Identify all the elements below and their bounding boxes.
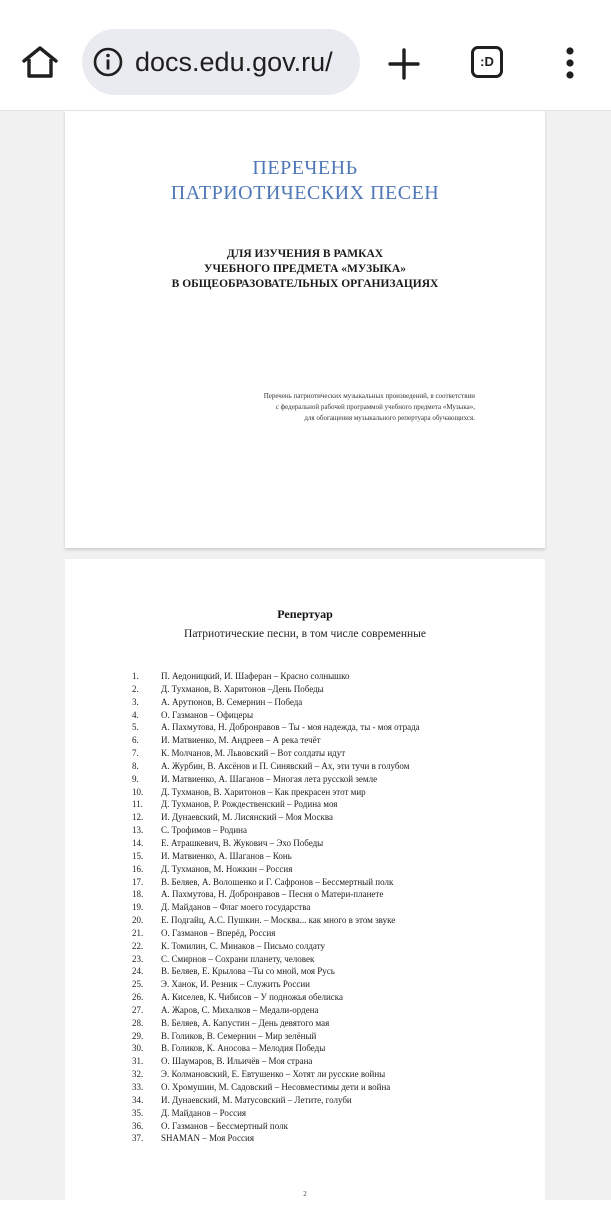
song-number: 1. <box>132 671 139 681</box>
song-item <box>132 837 532 850</box>
song-number: 27. <box>132 1004 144 1015</box>
song-item <box>132 901 532 914</box>
song-number: 25. <box>132 979 144 990</box>
song-item <box>132 734 532 747</box>
repertoire-title: Репертуар <box>277 607 333 621</box>
song-item <box>132 940 532 953</box>
song-item <box>132 991 532 1004</box>
song-title: В. Беляев, А. Волошенко и Г. Сафронов – Бессмертный полк <box>161 876 394 887</box>
song-number: 2. <box>132 683 139 694</box>
song-item <box>132 683 532 696</box>
song-number: 18. <box>132 889 144 900</box>
song-item <box>132 978 532 991</box>
repertoire-subtitle: Патриотические песни, в том числе современные <box>184 628 426 640</box>
song-item <box>132 1132 532 1145</box>
song-item <box>132 927 532 940</box>
song-item <box>132 965 532 978</box>
song-item <box>132 1094 532 1107</box>
song-number: 10. <box>132 786 144 797</box>
song-item <box>132 1081 532 1094</box>
song-number: 3. <box>132 696 139 707</box>
home-icon[interactable] <box>18 40 62 84</box>
song-item <box>132 888 532 901</box>
song-title: О. Газманов – Бессмертный полк <box>161 1120 288 1131</box>
song-number: 24. <box>132 966 144 977</box>
song-number: 31. <box>132 1056 144 1067</box>
song-number: 7. <box>132 748 139 759</box>
song-item <box>132 670 532 683</box>
song-number: 13. <box>132 825 144 836</box>
song-title: И. Матвиенко, А. Шаганов – Многая лета русской земле <box>161 773 378 784</box>
more-menu-icon[interactable] <box>553 43 587 83</box>
song-title: О. Шаумаров, В. Ильичёв – Моя страна <box>161 1056 313 1067</box>
song-title: Д. Тухманов, Р. Рождественский – Родина моя <box>161 799 338 810</box>
song-title: В. Беляев, А. Капустин – День девятого мая <box>161 1017 330 1028</box>
song-number: 32. <box>132 1069 144 1080</box>
cover-title-line: ПАТРИОТИЧЕСКИХ ПЕСЕН <box>170 182 440 204</box>
song-title: Е. Подгайц, А.С. Пушкин. – Москва... как много в этом звуке <box>161 915 396 926</box>
song-title: А. Киселев, К. Чибисов – У подножья обелиска <box>161 992 344 1003</box>
song-title: Д. Майданов – Россия <box>161 1107 247 1118</box>
tab-switcher-button[interactable]: :D <box>471 46 503 78</box>
cover-subtitle-line: УЧЕБНОГО ПРЕДМЕТА «МУЗЫКА» <box>204 263 406 275</box>
song-title: Д. Тухманов, В. Харитонов –День Победы <box>161 683 324 694</box>
song-number: 20. <box>132 915 144 926</box>
song-title: И. Матвиенко, А. Шаганов – Конь <box>161 850 292 861</box>
song-title: С. Смирнов – Сохрани планету, человек <box>161 953 315 964</box>
song-number: 9. <box>132 773 139 784</box>
song-title: Э. Ханок, И. Резник – Служить России <box>161 979 311 990</box>
song-number: 30. <box>132 1043 144 1054</box>
song-title: И. Дунаевский, М. Матусовский – Летите, голуби <box>161 1094 352 1105</box>
song-title: В. Беляев, Е. Крылова –Ты со мной, моя Русь <box>161 966 335 977</box>
url-text[interactable]: docs.edu.gov.ru/ <box>135 47 333 77</box>
song-number: 4. <box>132 709 139 720</box>
song-number: 16. <box>132 863 144 874</box>
song-item <box>132 1068 532 1081</box>
song-number: 28. <box>132 1017 144 1028</box>
song-title: П. Аедоницкий, И. Шаферан – Красно солнышко <box>161 671 350 681</box>
song-item <box>132 1030 532 1043</box>
song-number: 29. <box>132 1030 144 1041</box>
song-item <box>132 1017 532 1030</box>
song-title: К. Молчанов, М. Львовский – Вот солдаты идут <box>161 748 346 759</box>
song-title: И. Матвиенко, М. Андреев – А река течёт <box>161 735 321 746</box>
song-number: 14. <box>132 837 144 848</box>
new-tab-icon[interactable] <box>384 44 424 84</box>
song-title: О. Газманов – Вперёд, Россия <box>161 927 276 938</box>
song-number: 6. <box>132 735 139 746</box>
song-item <box>132 1004 532 1017</box>
song-item <box>132 1107 532 1120</box>
song-item <box>132 811 532 824</box>
song-item <box>132 850 532 863</box>
song-number: 23. <box>132 953 144 964</box>
cover-subtitle-line: ДЛЯ ИЗУЧЕНИЯ В РАМКАХ <box>226 248 384 260</box>
document-page-repertoire <box>65 559 545 1219</box>
cover-note-line: для обогащения музыкального репертуара обучающихся. <box>304 414 475 422</box>
song-number: 22. <box>132 940 144 951</box>
song-title: А. Пахмутова, Н. Добронравов – Ты - моя надежда, ты - моя отрада <box>161 722 420 733</box>
cover-subtitle-line: В ОБЩЕОБРАЗОВАТЕЛЬНЫХ ОРГАНИЗАЦИЯХ <box>171 278 439 290</box>
song-item <box>132 773 532 786</box>
cover-note-line: Перечень патриотических музыкальных произведений, в соответствии <box>263 392 475 400</box>
song-title: И. Дунаевский, М. Лисянский – Моя Москва <box>161 812 334 823</box>
song-title: А. Журбин, В. Аксёнов и П. Синявский – Ах, эти тучи в голубом <box>161 760 410 771</box>
song-item <box>132 760 532 773</box>
song-item <box>132 696 532 709</box>
song-title: Д. Тухманов, В. Харитонов – Как прекрасен этот мир <box>161 786 366 797</box>
song-title: Э. Колмановский, Е. Евтушенко – Хотят ли русские войны <box>161 1069 386 1080</box>
cover-subtitle <box>65 247 545 292</box>
song-item <box>132 747 532 760</box>
song-number: 17. <box>132 876 144 887</box>
song-title: А. Арутюнов, В. Семернин – Победа <box>161 696 303 707</box>
song-title: О. Хромушин, М. Садовский – Несовместимы дети и война <box>161 1082 391 1092</box>
song-number: 11. <box>132 799 143 810</box>
song-item <box>132 863 532 876</box>
song-number: 34. <box>132 1094 144 1105</box>
song-title: О. Газманов – Офицеры <box>161 709 254 720</box>
song-number: 37. <box>132 1133 144 1144</box>
song-number: 33. <box>132 1082 144 1092</box>
song-list <box>132 670 532 1145</box>
song-number: 21. <box>132 927 144 938</box>
song-title: С. Трофимов – Родина <box>161 825 247 836</box>
song-title: Е. Атрашкевич, В. Жукович – Эхо Победы <box>161 837 324 848</box>
song-title: К. Томилин, С. Минаков – Письмо солдату <box>161 940 325 951</box>
song-title: Д. Тухманов, М. Ножкин – Россия <box>161 863 293 874</box>
song-number: 26. <box>132 992 144 1003</box>
cover-note <box>145 391 475 424</box>
song-title: А. Пахмутова, Н. Добронравов – Песня о Матери-планете <box>161 889 384 900</box>
song-title: В. Голиков, К. Аносова – Мелодия Победы <box>161 1043 326 1054</box>
document-page-cover <box>65 111 545 548</box>
song-number: 5. <box>132 722 139 733</box>
song-item <box>132 876 532 889</box>
cover-title <box>65 156 545 206</box>
info-icon[interactable] <box>92 46 124 78</box>
song-number: 8. <box>132 760 139 771</box>
cover-note-line: с федеральной рабочей программой учебного предмета «Музыка», <box>275 403 475 411</box>
song-item <box>132 721 532 734</box>
song-item <box>132 1042 532 1055</box>
page-number: 2 <box>303 1190 307 1198</box>
song-number: 12. <box>132 812 144 823</box>
song-title: Д. Майданов – Флаг моего государства <box>161 902 311 913</box>
song-item <box>132 1055 532 1068</box>
song-number: 36. <box>132 1120 144 1131</box>
cover-title-line: ПЕРЕЧЕНЬ <box>252 157 358 179</box>
song-title: В. Голиков, В. Семернин – Мир зелёный <box>161 1030 317 1041</box>
browser-toolbar <box>0 0 611 111</box>
song-title: SHAMAN – Моя Россия <box>161 1133 254 1144</box>
song-item <box>132 1120 532 1133</box>
song-number: 19. <box>132 902 144 913</box>
song-item <box>132 953 532 966</box>
song-title: А. Жаров, С. Михалков – Медали-ордена <box>161 1004 319 1015</box>
song-number: 15. <box>132 850 144 861</box>
address-bar[interactable] <box>82 29 360 95</box>
song-item <box>132 824 532 837</box>
document-viewer[interactable] <box>0 111 611 1200</box>
song-item <box>132 914 532 927</box>
song-item <box>132 798 532 811</box>
song-item <box>132 709 532 722</box>
song-number: 35. <box>132 1107 144 1118</box>
song-item <box>132 786 532 799</box>
